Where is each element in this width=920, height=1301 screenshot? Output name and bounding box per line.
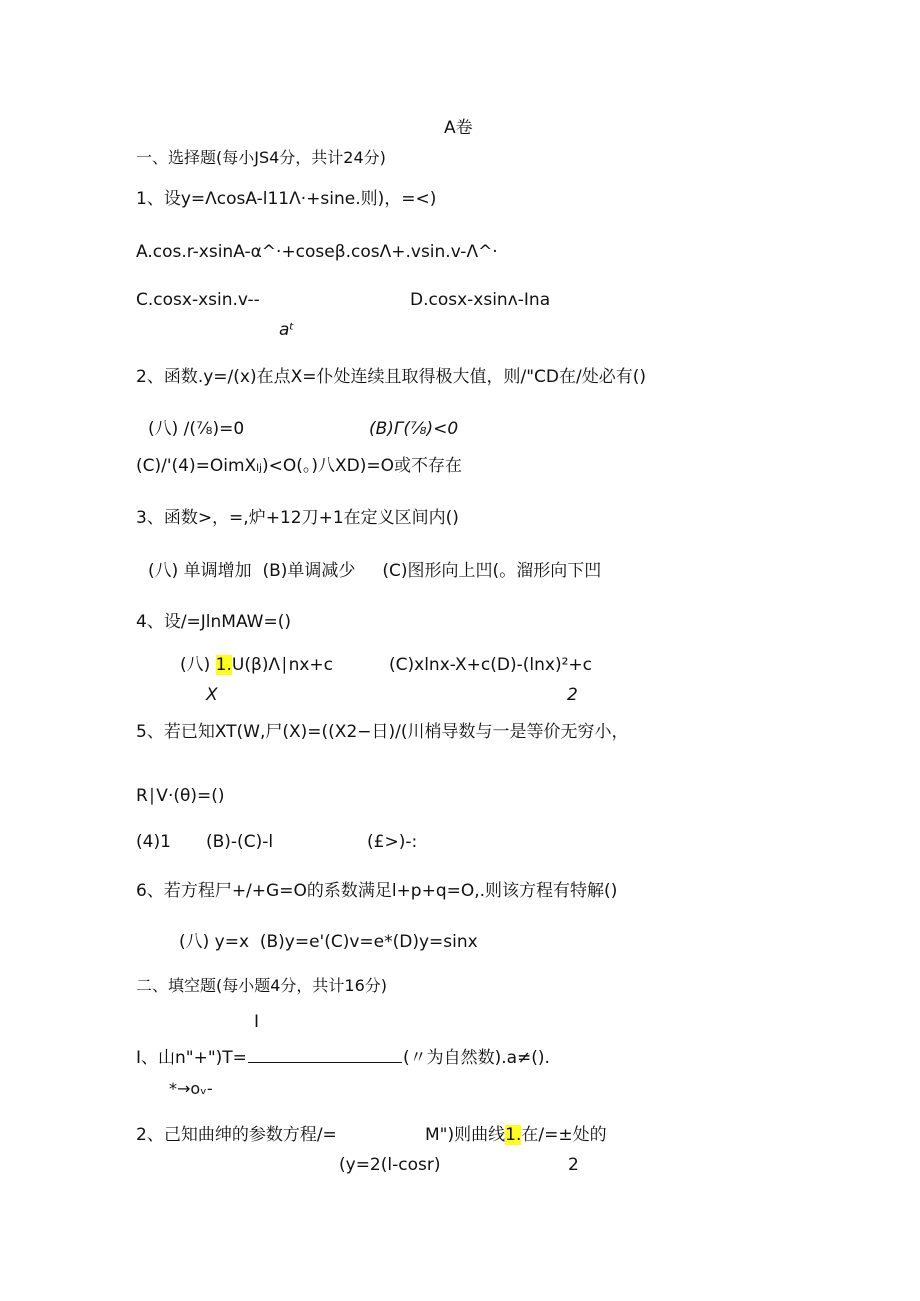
question-2-option-b: (B)Γ(⅞)<0: [369, 419, 459, 439]
question-1-option-a-b: A.cos.r-xsinA-α^·+coseβ.cosΛ+.vsin.v-Λ^·: [136, 242, 498, 262]
question-5-option-d: (£>)-:: [367, 832, 418, 852]
question-3-stem: 3、函数>，=,炉+12刀+1在定义区间内(): [136, 508, 459, 528]
fill-1-mark: I: [254, 1012, 260, 1032]
fill-2-line: [136, 1127, 337, 1144]
question-6-stem: 6、若方程尸+/+G=O的系数满足l+p+q=O,.则该方程有特解(): [136, 881, 618, 901]
question-5-stem: 5、若已知XT(W,尸(X)=((X2−日)/(川梢导数与一是等价无穷小，: [136, 722, 629, 742]
question-4-highlight: 1.: [215, 655, 232, 675]
fill-2-right: [425, 1127, 607, 1144]
section-header-choice: 一、选择题(每小JS4分，共计24分): [136, 148, 386, 167]
question-1-option-d: D.cosx-xsinʌ-Ina: [410, 290, 551, 310]
fill-2-prefix: 2、己知曲绅的参数方程/=: [136, 1125, 337, 1145]
question-5-option-bc: (B)-(C)-l: [206, 832, 274, 852]
question-1-stem: 1、设y=ΛcosA-l11Λ·+sine.则)，=<): [136, 189, 437, 209]
question-4-option-cd: (C)xlnx-X+c(D)-(lnx)²+c: [389, 655, 592, 675]
fill-1-blank: [248, 1061, 402, 1063]
question-4-stem: 4、设/=JlnMAW=(): [136, 612, 291, 632]
question-1-option-c: C.cosx-xsin.v--: [136, 290, 260, 310]
fill-1-line: [136, 1050, 550, 1067]
question-1-stray-mark: aᵗ: [279, 320, 295, 340]
question-2-stem: 2、函数.y=∕(x)在点X=仆处连续且取得极大值，则/"CD在/处必有(): [136, 367, 646, 387]
fill-2-highlight: 1.: [505, 1125, 522, 1145]
question-4-option-a-label: (八): [180, 655, 211, 675]
question-2-option-a: (八) ∕(⅞)=0: [148, 419, 245, 439]
page-title: A卷: [444, 118, 473, 138]
fill-2-subscript-2: 2: [568, 1155, 579, 1175]
fill-1-suffix: (〃为自然数).a≠().: [402, 1048, 550, 1068]
question-2-options-cd: (C)/'(4)=OimXₗⱼ)<O(。)八XD)=O或不存在: [136, 456, 462, 476]
fill-2-suffix: 在/=±处的: [521, 1125, 607, 1145]
question-4-option-b: U(β)Λ∣nx+c: [231, 655, 334, 675]
question-5-option-a: (4)1: [136, 832, 171, 852]
question-3-options: (八) 单调增加 (B)单调减少 (C)图形向上凹(。溜形向下凹: [148, 561, 602, 581]
section-header-fill: 二、填空题(每小题4分，共计16分): [136, 976, 388, 995]
fill-2-subline: (y=2(l-cosr): [339, 1155, 441, 1175]
question-5-expression: R∣V·(θ)=(): [136, 786, 225, 806]
fill-1-subscript: *→oᵥ-: [169, 1079, 213, 1098]
question-4-sub-2: 2: [567, 685, 578, 705]
fill-2-middle: M")则曲线: [425, 1125, 506, 1145]
question-4-sub-x: X: [206, 685, 218, 705]
question-6-options: (八) y=x (B)y=e'(C)v=e*(D)y=sinx: [179, 932, 478, 952]
question-4-option-ab: [180, 657, 333, 674]
fill-1-expression: I、山n"+")T=: [136, 1048, 247, 1068]
